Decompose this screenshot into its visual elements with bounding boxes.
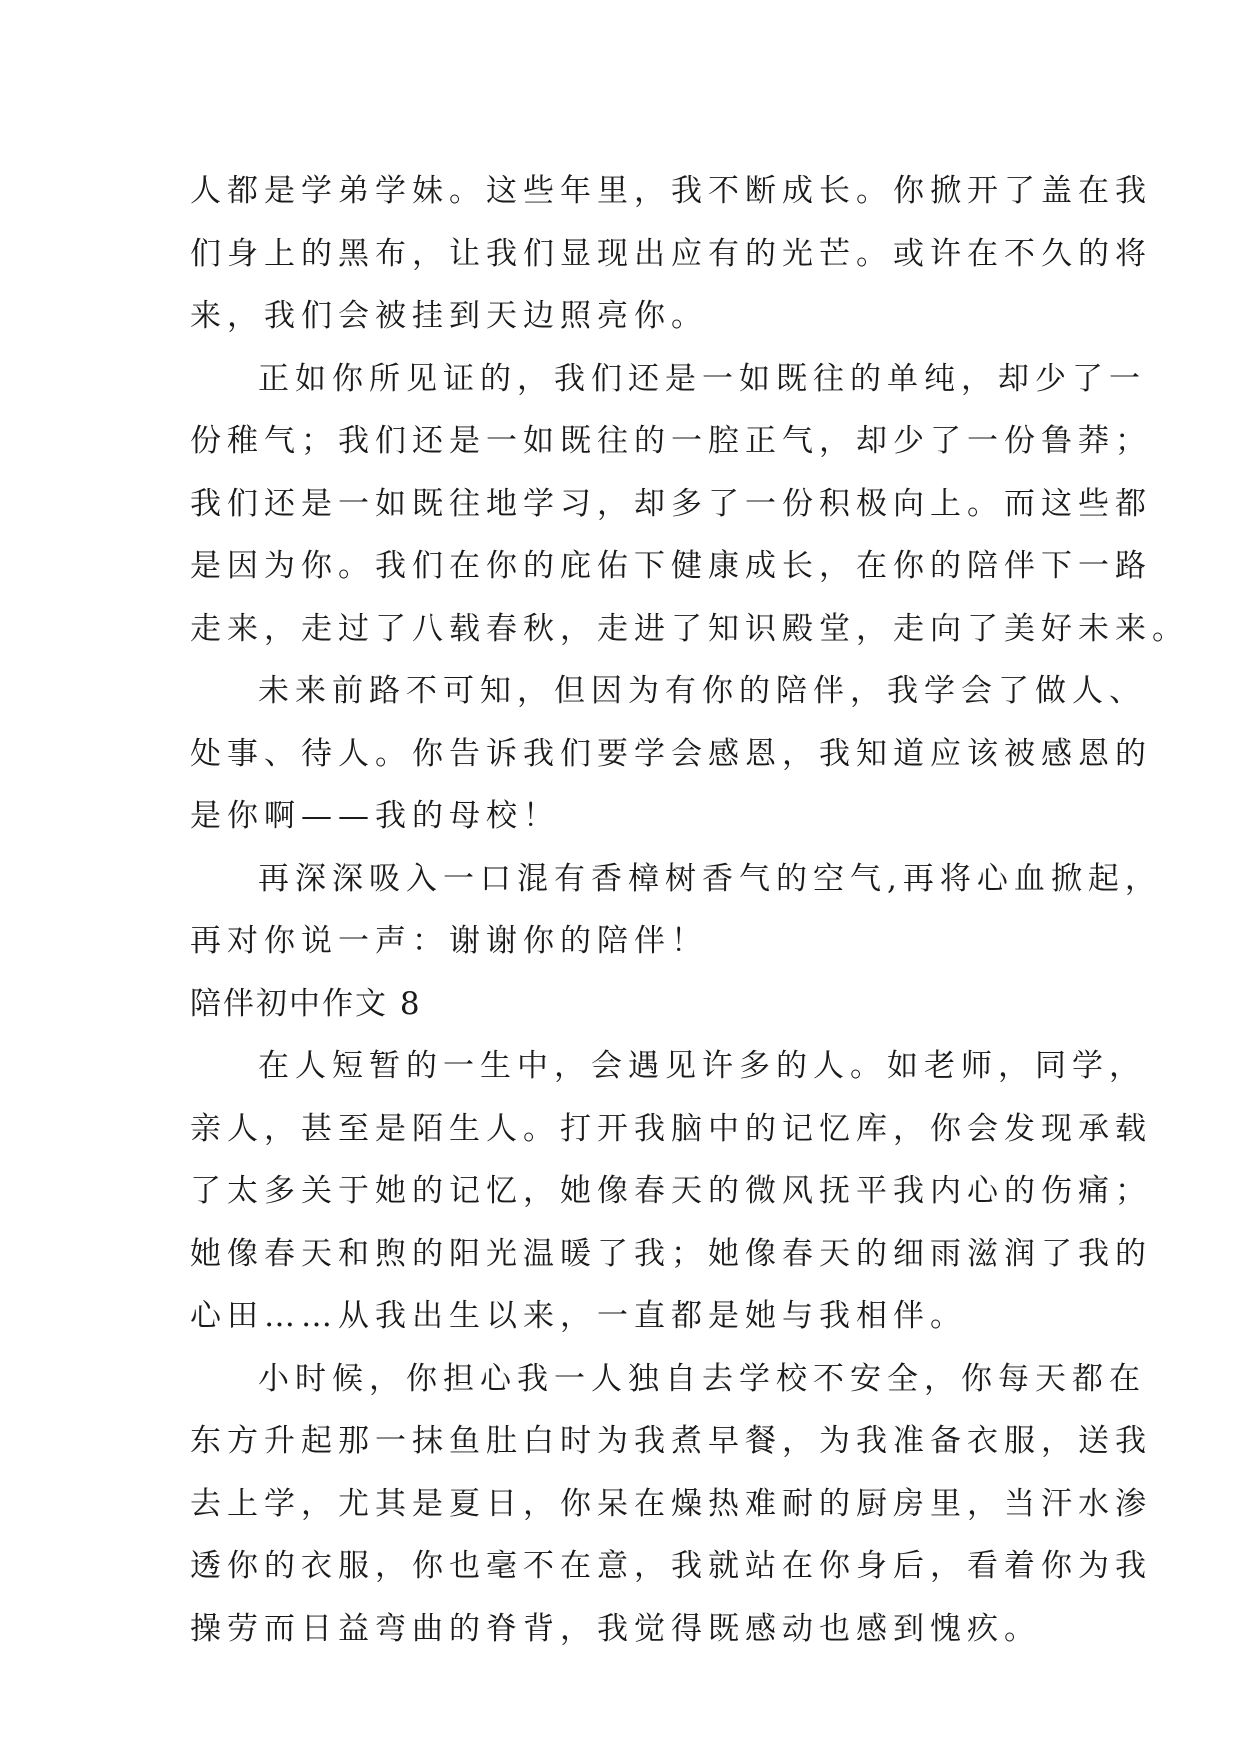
text-line: 操劳而日益弯曲的脊背，我觉得既感动也感到愧疚。: [190, 1610, 1041, 1647]
text-line: 透你的衣服，你也毫不在意，我就站在你身后，看着你为我: [190, 1548, 1152, 1584]
text-line: 是你啊——我的母校！: [190, 798, 560, 834]
text-line: 走来，走过了八载春秋，走进了知识殿堂，走向了美好未来。: [190, 610, 1189, 647]
text-line: 来，我们会被挂到天边照亮你。: [190, 298, 708, 334]
text-line: 处事、待人。你告诉我们要学会感恩，我知道应该被感恩的: [190, 735, 1152, 772]
document-body: [190, 160, 1189, 1660]
text-line: 东方升起那一抹鱼肚白时为我煮早餐，为我准备衣服，送我: [190, 1423, 1152, 1459]
text-line: 在人短暂的一生中，会遇见许多的人。如老师，同学，: [258, 1048, 1146, 1084]
text-line: 小时候，你担心我一人独自去学校不安全，你每天都在: [258, 1360, 1146, 1397]
text-line: 们身上的黑布，让我们显现出应有的光芒。或许在不久的将: [190, 235, 1152, 272]
text-line: 正如你所见证的，我们还是一如既往的单纯，却少了一: [258, 360, 1146, 397]
section-heading: 陪伴初中作文 8: [190, 985, 422, 1022]
text-line: 去上学，尤其是夏日，你呆在燥热难耐的厨房里，当汗水渗: [190, 1485, 1152, 1522]
text-line: 她像春天和煦的阳光温暖了我；她像春天的细雨滋润了我的: [190, 1235, 1152, 1272]
text-line: 了太多关于她的记忆，她像春天的微风抚平我内心的伤痛；: [190, 1173, 1152, 1209]
text-line: 人都是学弟学妹。这些年里，我不断成长。你掀开了盖在我: [190, 173, 1152, 209]
text-line: 未来前路不可知，但因为有你的陪伴，我学会了做人、: [258, 673, 1146, 709]
text-line: 亲人，甚至是陌生人。打开我脑中的记忆库，你会发现承载: [190, 1110, 1152, 1147]
text-line: 我们还是一如既往地学习，却多了一份积极向上。而这些都: [190, 485, 1152, 522]
text-line: 是因为你。我们在你的庇佑下健康成长，在你的陪伴下一路: [190, 548, 1152, 584]
text-line: 再对你说一声：谢谢你的陪伴！: [190, 923, 708, 959]
text-line: 再深深吸入一口混有香樟树香气的空气,再将心血掀起，: [258, 860, 1162, 897]
text-line: 份稚气；我们还是一如既往的一腔正气，却少了一份鲁莽；: [190, 423, 1152, 459]
text-line: 心田……从我出生以来，一直都是她与我相伴。: [190, 1298, 967, 1334]
